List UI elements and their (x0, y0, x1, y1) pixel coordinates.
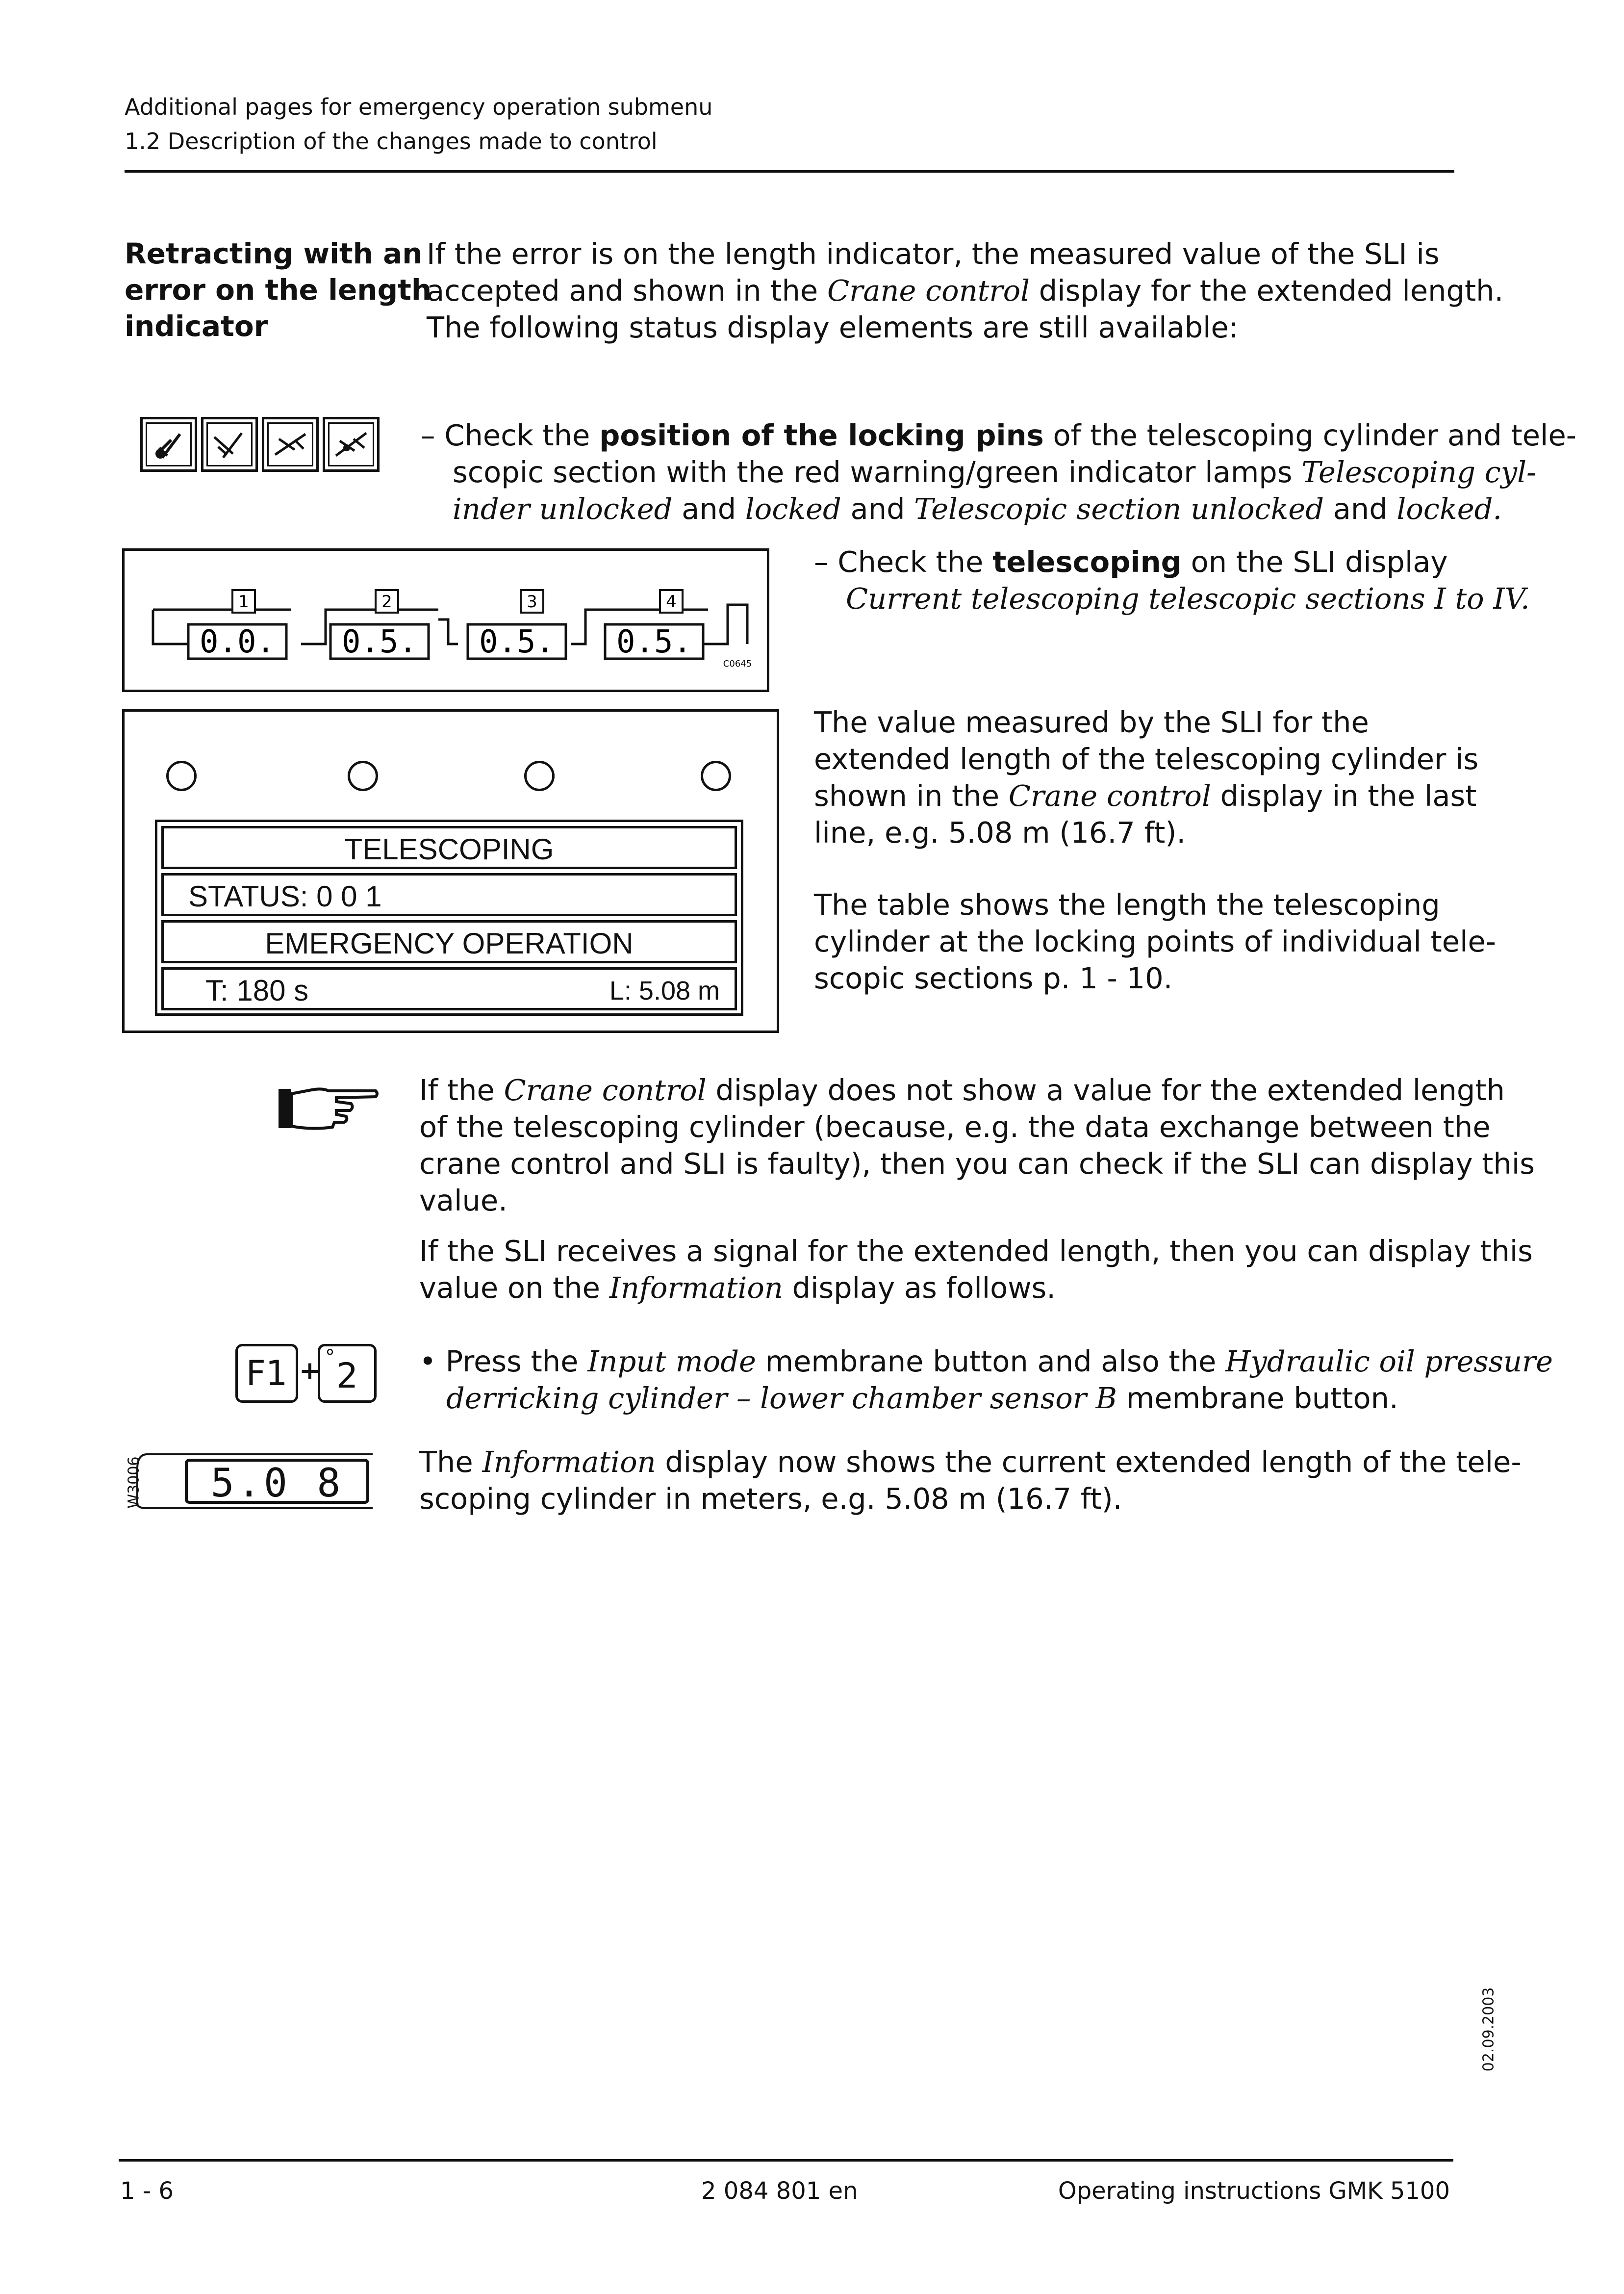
display-length: L: 5.08 m (609, 976, 720, 1005)
information-display (118, 1444, 382, 1518)
crane-control-display (122, 709, 779, 1033)
section-title-line-2: error on the length (125, 273, 432, 307)
key-2-label: 2 (336, 1356, 358, 1396)
bullet3-text-c: membrane button. (1117, 1381, 1398, 1415)
bullet3-derricking: derricking cylinder – lower chamber sensor B (446, 1381, 1117, 1415)
value-crane-control: Crane control (1008, 779, 1211, 813)
key-2 (318, 1344, 377, 1403)
table-paragraph (814, 886, 1496, 997)
pointing-hand-icon (278, 1079, 381, 1133)
bullet2-text-a: Check the (837, 545, 993, 579)
info-code-text: W3006 (125, 1456, 143, 1509)
bullet2-text-c: on the SLI display (1181, 545, 1448, 579)
bullet1-i3: Telescopic section unlocked (914, 492, 1324, 526)
bullet1-line-2: scopic section with the red warning/green indicator lamps (453, 455, 1302, 489)
value-line-4: line, e.g. 5.08 m (16.7 ft). (814, 816, 1186, 850)
display-row-telescoping: TELESCOPING (161, 826, 737, 869)
info-line-1a: The (419, 1445, 482, 1479)
bullet1-i2: locked (745, 492, 841, 526)
bullet-press-buttons (419, 1343, 1553, 1417)
info-line-2: scoping cylinder in meters, e.g. 5.08 m (16.7 ft). (419, 1482, 1122, 1516)
note-line-1b: display does not show a value for the extended length (706, 1073, 1505, 1107)
value-line-3b: display in the last (1211, 779, 1477, 813)
note-line-3: crane control and SLI is faulty), then you can check if the SLI can display this (419, 1147, 1535, 1181)
value-paragraph (814, 704, 1478, 851)
tele-value-2: 0.5. (341, 624, 418, 660)
tele-number-4: 4 (666, 592, 677, 612)
display-row-time-length (161, 967, 737, 1010)
bullet3-dot: • (419, 1344, 436, 1378)
tele-number-1: 1 (238, 592, 249, 612)
bullet3-hydraulic: Hydraulic oil pressure (1225, 1344, 1553, 1378)
bullet1-bold: position of the locking pins (599, 418, 1044, 452)
indicator-lamp (524, 761, 555, 791)
header-line-2: 1.2 Description of the changes made to control (125, 128, 658, 155)
bullet2-bold: telescoping (992, 545, 1182, 579)
key-2-degree: ° (325, 1346, 335, 1368)
table-line-2: cylinder at the locking points of individual tele- (814, 925, 1497, 958)
bullet-telescoping (814, 543, 1530, 617)
page-number: 1 - 6 (120, 2177, 174, 2205)
bullet3-text-b: membrane button and also the (756, 1344, 1226, 1378)
note-line-1a: If the (419, 1073, 504, 1107)
intro-line-2a: accepted and shown in the (427, 274, 827, 308)
f1-key: F1 (235, 1344, 298, 1403)
note-line-6b: display as follows. (783, 1271, 1056, 1305)
section-title-line-1: Retracting with an (125, 237, 423, 270)
tele-value-4: 0.5. (616, 624, 692, 660)
display-row-emergency: EMERGENCY OPERATION (161, 920, 737, 963)
note-paragraph (419, 1072, 1535, 1306)
cylinder-locked-icon (140, 417, 197, 472)
value-line-1: The value measured by the SLI for the (814, 705, 1369, 739)
bullet1-and-2: and (841, 492, 914, 526)
note-line-2: of the telescoping cylinder (because, e.g. the data exchange between the (419, 1110, 1491, 1144)
value-line-3a: shown in the (814, 779, 1009, 813)
cylinder-unlocked-icon (201, 417, 258, 472)
table-line-3: scopic sections p. 1 - 10. (814, 961, 1173, 995)
indicator-lamp (166, 761, 197, 791)
document-number: 2 084 801 en (701, 2177, 858, 2205)
tele-number-2: 2 (381, 592, 392, 612)
crane-display-screen (155, 820, 743, 1016)
bullet1-text-a: Check the (444, 418, 600, 452)
info-information: Information (482, 1445, 656, 1479)
note-line-6a: value on the (419, 1271, 609, 1305)
bullet-locking-pins (421, 417, 1576, 527)
intro-crane-control: Crane control (827, 274, 1030, 308)
intro-line-2b: display for the extended length. (1030, 274, 1504, 308)
header-rule (125, 170, 1454, 173)
bullet2-italic: Current telescoping telescopic sections I to IV. (846, 582, 1530, 616)
bullet1-i1: inder unlocked (453, 492, 673, 526)
info-display-value: 5.0 8 (210, 1460, 344, 1506)
intro-line-1: If the error is on the length indicator, the measured value of the SLI is (427, 237, 1440, 271)
tele-diagram-code: C0645 (723, 659, 752, 669)
section-unlocked-icon (262, 417, 319, 472)
intro-paragraph (427, 235, 1503, 346)
key-combination (235, 1339, 382, 1408)
display-row-status: STATUS: 0 0 1 (161, 873, 737, 916)
bullet1-text-c: of the telescoping cylinder and tele- (1043, 418, 1577, 452)
bullet1-and-1: and (672, 492, 745, 526)
info-paragraph (419, 1443, 1522, 1517)
tele-number-3: 3 (527, 592, 537, 612)
document-title: Operating instructions GMK 5100 (1058, 2177, 1450, 2205)
plus-sign: + (299, 1356, 321, 1386)
footer-rule (119, 2159, 1453, 2162)
section-title-line-3: indicator (125, 309, 268, 343)
intro-line-3: The following status display elements are still available: (427, 310, 1239, 344)
info-line-1b: display now shows the current extended length of the tele- (656, 1445, 1522, 1479)
bullet3-text-a: Press the (445, 1344, 588, 1378)
indicator-lamp (701, 761, 731, 791)
side-date-text: 02.09.2003 (1480, 1987, 1497, 2072)
note-information: Information (609, 1271, 783, 1305)
note-crane-control: Crane control (504, 1073, 707, 1107)
indicator-lamp (348, 761, 378, 791)
sli-telescoping-display (122, 548, 769, 692)
note-line-4: value. (419, 1184, 508, 1217)
running-header (125, 90, 712, 158)
bullet-dash: – (421, 418, 435, 452)
table-line-1: The table shows the length the telescoping (814, 888, 1440, 922)
locking-pin-icons (140, 417, 381, 474)
section-title (125, 235, 431, 344)
section-locked-icon (323, 417, 380, 472)
bullet1-lamp-name: Telescoping cyl- (1301, 455, 1536, 489)
tele-value-3: 0.5. (479, 624, 555, 660)
value-line-2: extended length of the telescoping cylinder is (814, 742, 1479, 776)
header-line-1: Additional pages for emergency operation submenu (125, 94, 713, 120)
bullet2-dash: – (814, 545, 829, 579)
display-time: T: 180 s (205, 974, 309, 1007)
tele-value-1: 0.0. (199, 624, 276, 660)
bullet3-input-mode: Input mode (587, 1344, 756, 1378)
bullet1-i4: locked. (1396, 492, 1502, 526)
note-line-5: If the SLI receives a signal for the extended length, then you can display this (419, 1234, 1533, 1268)
bullet1-and-3: and (1324, 492, 1397, 526)
side-date (1480, 1967, 1530, 2094)
